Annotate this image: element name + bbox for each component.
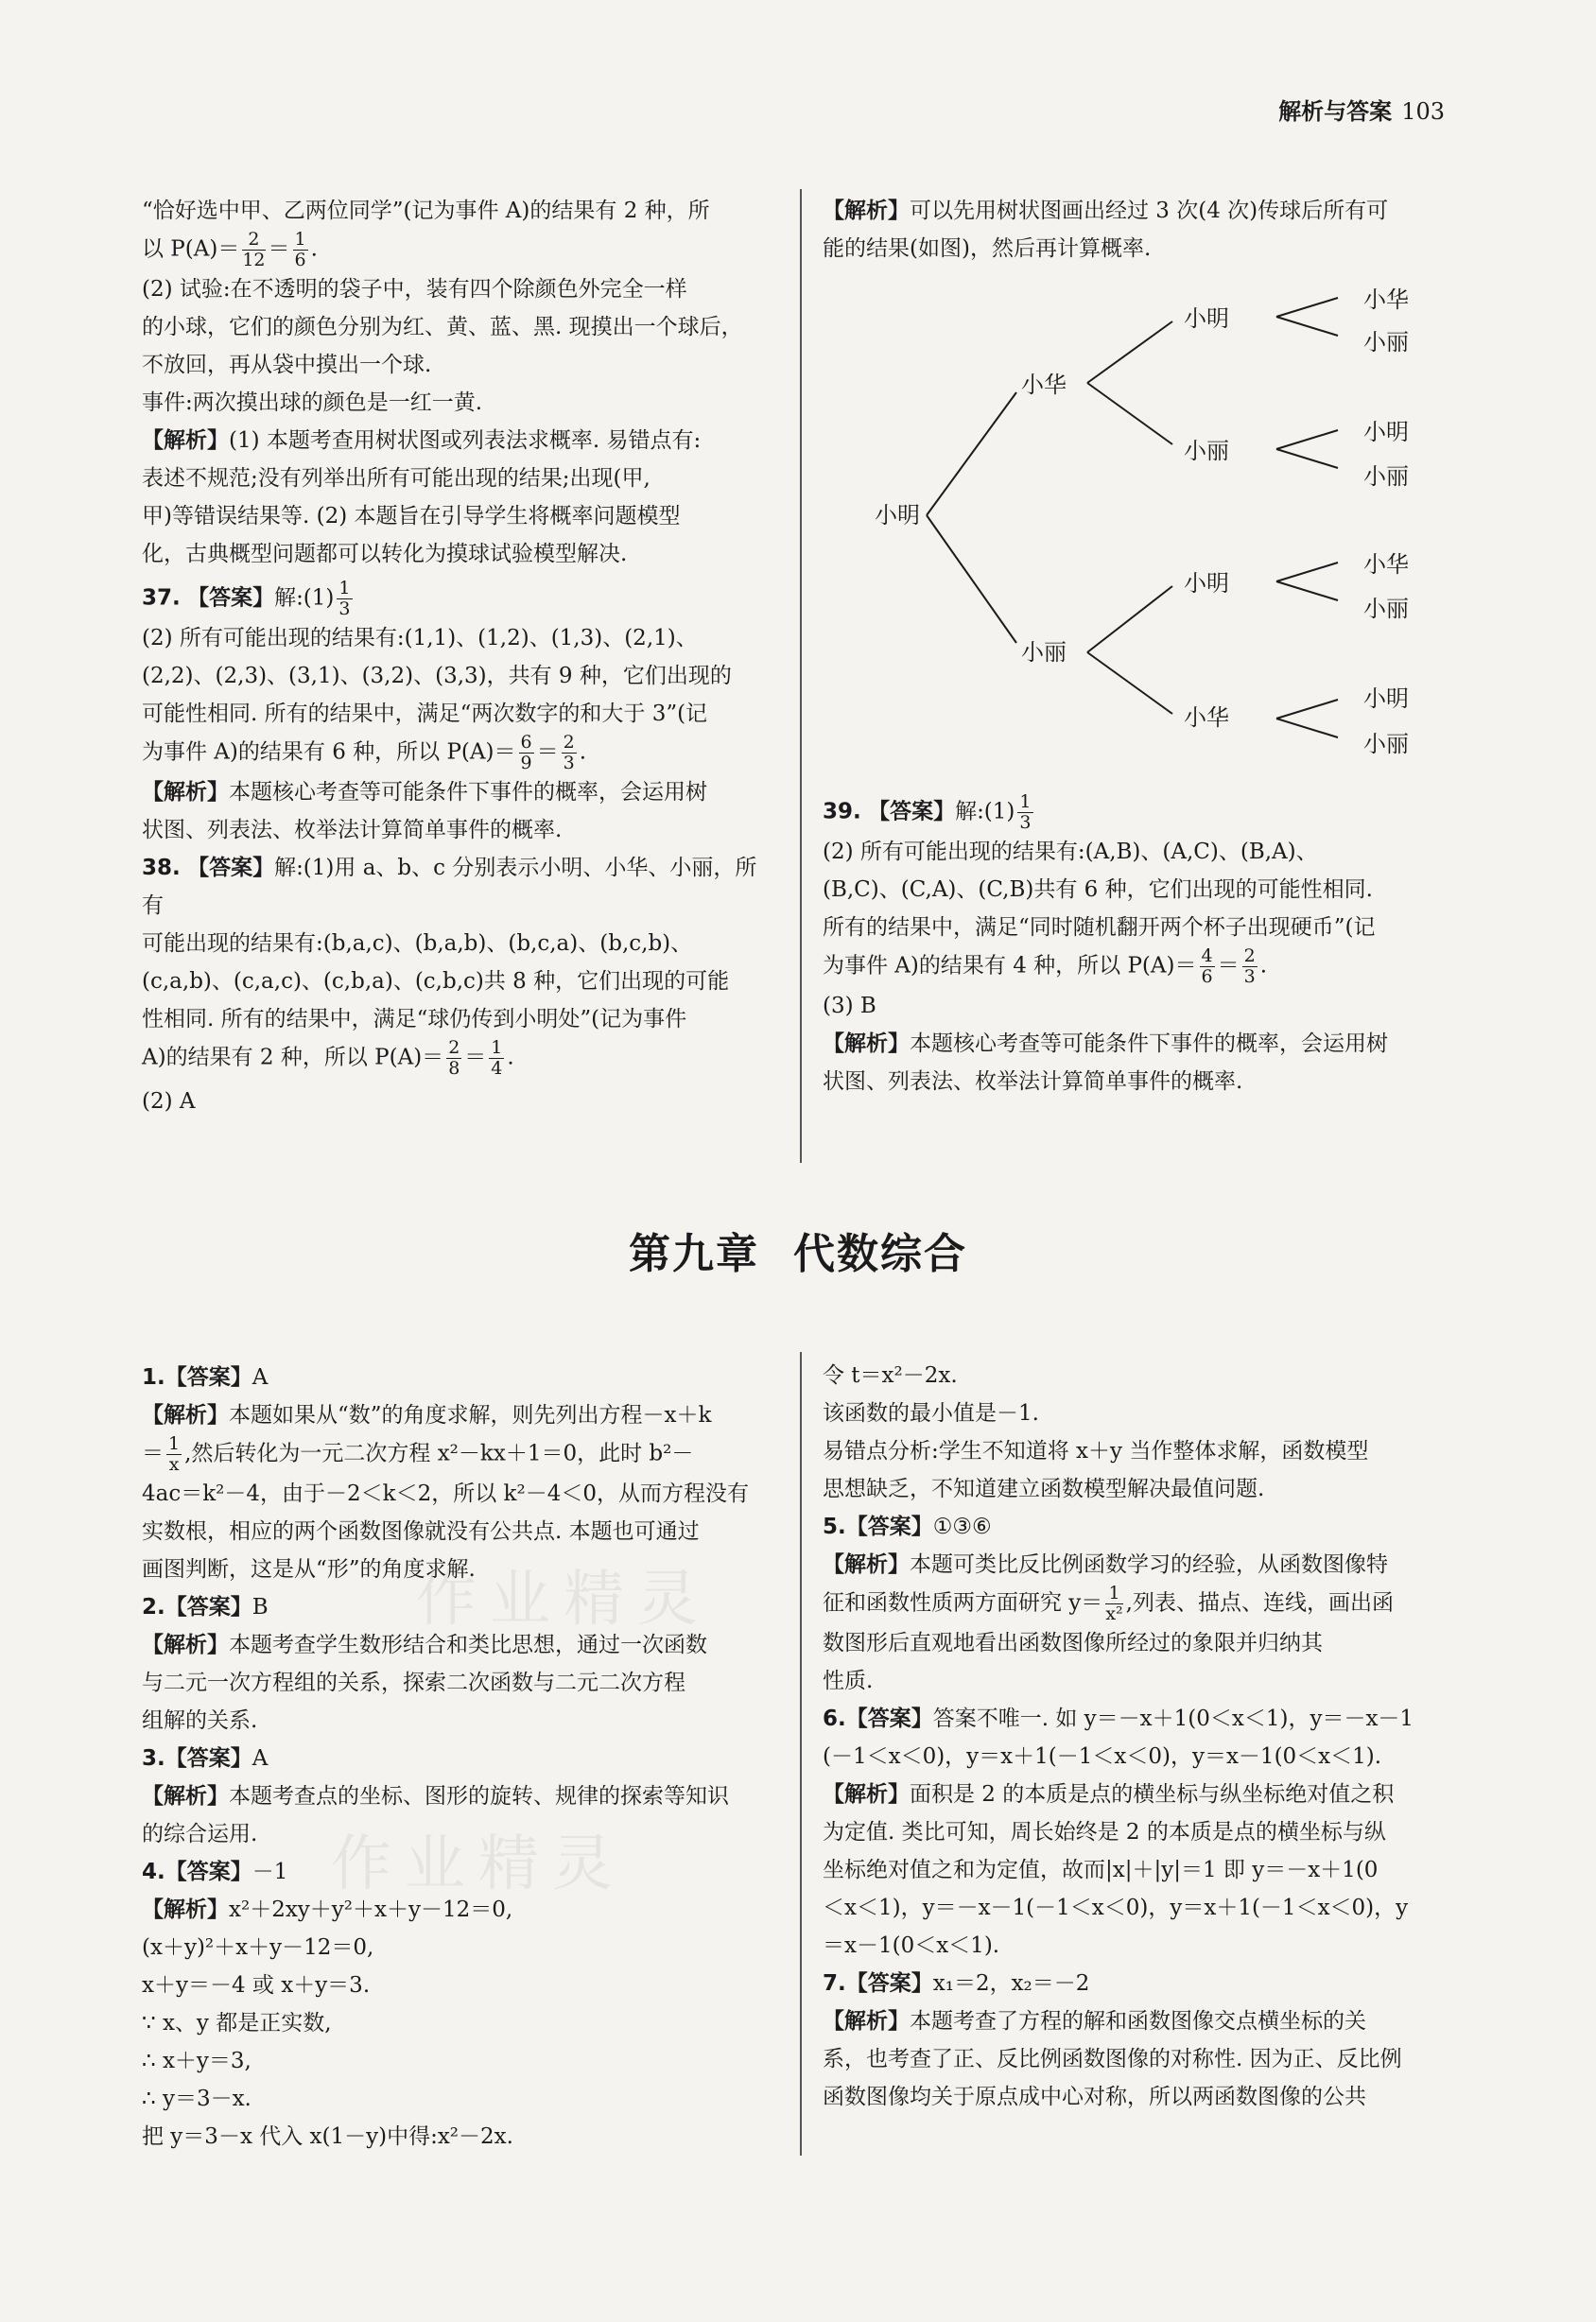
text-line: 【解析】(1) 本题考查用树状图或列表法求概率. 易错点有: — [142, 428, 702, 453]
fraction: $\frac{4}{6}$ — [1201, 945, 1213, 987]
right-column-bottom — [823, 1357, 1466, 2116]
q2-answer: 2.【答案】B — [142, 1595, 269, 1620]
text-line: 所有的结果中，满足“同时随机翻开两个杯子出现硬币”(记 — [823, 915, 1376, 940]
q38-answer: 38. 【答案】解:(1)用 a、b、c 分别表示小明、小华、小丽，所有 — [142, 856, 757, 918]
text-line: 性相同. 所有的结果中，满足“球仍传到小明处”(记为事件 — [142, 1007, 687, 1031]
text-line: 组解的关系. — [142, 1708, 258, 1733]
chapter-number: 第九章 — [629, 1230, 759, 1278]
text-line: 把 y＝3－x 代入 x(1－y)中得:x²－2x. — [142, 2124, 513, 2149]
text-line: ∵ x、y 都是正实数, — [142, 2011, 332, 2036]
tree-leaf: 小丽 — [1363, 463, 1409, 490]
text-line: 令 t＝x²－2x. — [823, 1363, 958, 1388]
q5-answer: 5.【答案】①③⑥ — [823, 1515, 992, 1539]
tree-leaf: 小华 — [1363, 286, 1409, 313]
text-line: 不放回，再从袋中摸出一个球. — [142, 353, 432, 377]
text-line: 画图判断，这是从“形”的角度求解. — [142, 1557, 476, 1582]
fraction: $\frac{2}{3}$ — [1243, 945, 1256, 987]
text-line: 可能出现的结果有:(b,a,c)、(b,a,b)、(b,c,a)、(b,c,b)、 — [142, 931, 693, 956]
tree-leaf: 小丽 — [1363, 596, 1409, 622]
text-line: (－1＜x＜0)，y＝x＋1(－1＜x＜0)，y＝x－1(0＜x＜1). — [823, 1744, 1382, 1769]
q37-answer: 37. 【答案】解:(1) $\frac{1}{3}$ — [142, 578, 351, 619]
analysis-tag: 【解析】 — [142, 1633, 229, 1657]
text-line: “恰好选中甲、乙两位同学”(记为事件 A)的结果有 2 种，所 — [142, 199, 710, 223]
text-line: 的综合运用. — [142, 1822, 258, 1846]
text-line: 【解析】面积是 2 的本质是点的横坐标与纵坐标绝对值之积 — [823, 1782, 1395, 1807]
text-line: (2) 所有可能出现的结果有:(A,B)、(A,C)、(B,A)、 — [823, 840, 1318, 864]
fraction: $\frac{1}{\text{x²}}$ — [1105, 1583, 1123, 1624]
page-number: 103 — [1401, 98, 1445, 125]
text-line: (x＋y)²＋x＋y－12＝0, — [142, 1935, 374, 1960]
text-line: 该函数的最小值是－1. — [823, 1401, 1039, 1426]
page-header — [1278, 93, 1445, 126]
chapter-title — [0, 1220, 1596, 1280]
watermark: 作业精灵 — [331, 1829, 626, 1899]
text-line: 坐标绝对值之和为定值，故而|x|＋|y|＝1 即 y＝－x＋1(0 — [823, 1858, 1379, 1882]
q7-answer: 7.【答案】x₁＝2，x₂＝－2 — [823, 1971, 1090, 1996]
q6-answer: 6.【答案】答案不唯一. 如 y＝－x＋1(0＜x＜1)，y＝－x－1 — [823, 1707, 1414, 1731]
text-line: 能的结果(如图)，然后再计算概率. — [823, 236, 1152, 261]
text-line: 征和函数性质两方面研究 y＝ $\frac{1}{\text{x²}}$ ,列表、描点、连线，画出函 — [823, 1583, 1394, 1624]
tree-leaf: 小华 — [1363, 551, 1409, 578]
text-line: 性质. — [823, 1669, 874, 1693]
probability-tree-diagram — [832, 269, 1437, 780]
text-line: ＝x－1(0＜x＜1). — [823, 1933, 1000, 1958]
text-line: 的小球，它们的颜色分别为红、黄、蓝、黑. 现摸出一个球后， — [142, 315, 743, 339]
tree-leaf: 小丽 — [1363, 731, 1409, 757]
right-column-top — [823, 192, 1466, 268]
tree-leaf: 小明 — [1363, 685, 1409, 712]
tree-node-level1: 小丽 — [1021, 639, 1067, 666]
column-divider — [800, 189, 802, 1163]
analysis-tag: 【解析】 — [142, 1784, 229, 1809]
text-line: 为定值. 类比可知，周长始终是 2 的本质是点的横坐标与纵 — [823, 1820, 1386, 1845]
column-divider — [800, 1352, 802, 2156]
text-line: (c,a,b)、(c,a,c)、(c,b,a)、(c,b,c)共 8 种，它们出现的可能 — [142, 969, 730, 994]
text-line: A)的结果有 2 种，所以 P(A)＝ $\frac{2}{8}$ ＝ $\frac{1}{4}$ . — [142, 1037, 514, 1079]
text-line: (B,C)、(C,A)、(C,B)共有 6 种，它们出现的可能性相同. — [823, 877, 1373, 902]
text-line: 【解析】本题如果从“数”的角度求解，则先列出方程－x＋k — [142, 1403, 712, 1428]
text-line: 【解析】本题考查了方程的解和函数图像交点横坐标的关 — [823, 2009, 1366, 2034]
right-column-q39 — [823, 792, 1466, 1100]
text-line: 事件:两次摸出球的颜色是一红一黄. — [142, 390, 483, 415]
text-line: 系，也考查了正、反比例函数图像的对称性. 因为正、反比例 — [823, 2047, 1402, 2071]
text-line: (2) A — [142, 1089, 196, 1114]
text-line: (2,2)、(2,3)、(3,1)、(3,2)、(3,3)，共有 9 种，它们出现的 — [142, 664, 732, 688]
text-line: 【解析】本题考查学生数形结合和类比思想，通过一次函数 — [142, 1633, 707, 1657]
fraction: $\frac{6}{9}$ — [520, 732, 532, 773]
chapter-name: 代数综合 — [793, 1230, 967, 1278]
header-section: 解析与答案 — [1278, 98, 1393, 125]
text-line: 为事件 A)的结果有 4 种，所以 P(A)＝ $\frac{4}{6}$ ＝ $\frac{2}{3}$ . — [823, 945, 1267, 987]
tree-leaf: 小明 — [1363, 419, 1409, 445]
text-line: 4ac＝k²－4，由于－2＜k＜2，所以 k²－4＜0，从而方程没有 — [142, 1482, 749, 1506]
text-line: 甲)等错误结果等. (2) 本题旨在引导学生将概率问题模型 — [142, 504, 681, 529]
fraction: $\frac{2}{3}$ — [563, 732, 575, 773]
tree-node-level2: 小明 — [1184, 305, 1229, 332]
text-line: ∴ y＝3－x. — [142, 2087, 252, 2111]
text-line: 与二元一次方程组的关系，探索二次函数与二元二次方程 — [142, 1671, 685, 1695]
analysis-tag: 【解析】 — [142, 1897, 229, 1922]
tree-node-root: 小明 — [875, 502, 920, 529]
text-line: 【解析】可以先用树状图画出经过 3 次(4 次)传球后所有可 — [823, 199, 1389, 223]
fraction: $\frac{1}{x}$ — [168, 1433, 181, 1475]
text-line: ＝ $\frac{1}{x}$ ,然后转化为一元二次方程 x²－kx＋1＝0，此时 b²－ — [142, 1433, 694, 1475]
fraction: $\frac{2}{8}$ — [448, 1037, 460, 1079]
text-line: 思想缺乏，不知道建立函数模型解决最值问题. — [823, 1477, 1265, 1501]
tree-node-level2: 小丽 — [1184, 438, 1229, 464]
text-line: 易错点分析:学生不知道将 x＋y 当作整体求解，函数模型 — [823, 1439, 1369, 1464]
analysis-tag: 【解析】 — [142, 1403, 229, 1428]
analysis-tag: 【解析】 — [142, 428, 229, 453]
text-line: ＜x＜1)，y＝－x－1(－1＜x＜0)，y＝x＋1(－1＜x＜0)，y — [823, 1896, 1409, 1920]
analysis-tag: 【解析】 — [823, 1552, 910, 1577]
tree-node-level2: 小华 — [1184, 704, 1229, 731]
text-line: 状图、列表法、枚举法计算简单事件的概率. — [823, 1069, 1243, 1094]
text-line: 表述不规范;没有列举出所有可能出现的结果;出现(甲, — [142, 466, 651, 491]
text-line: (2) 试验:在不透明的袋子中，装有四个除颜色外完全一样 — [142, 277, 687, 302]
text-line: x＋y＝－4 或 x＋y＝3. — [142, 1973, 371, 1998]
text-line: 实数根，相应的两个函数图像就没有公共点. 本题也可通过 — [142, 1519, 700, 1544]
text-line: 【解析】本题考查点的坐标、图形的旋转、规律的探索等知识 — [142, 1784, 729, 1809]
analysis-tag: 【解析】 — [823, 2009, 910, 2034]
text-line: (2) 所有可能出现的结果有:(1,1)、(1,2)、(1,3)、(2,1)、 — [142, 626, 698, 650]
text-line: ∴ x＋y＝3, — [142, 2049, 252, 2073]
text-line: 【解析】本题核心考查等可能条件下事件的概率，会运用树 — [142, 780, 707, 805]
tree-leaf: 小丽 — [1363, 329, 1409, 355]
text-line: (3) B — [823, 994, 876, 1018]
text-line: 数图形后直观地看出函数图像所经过的象限并归纳其 — [823, 1631, 1323, 1655]
text-line: 可能性相同. 所有的结果中，满足“两次数字的和大于 3”(记 — [142, 702, 708, 726]
q4-answer: 4.【答案】－1 — [142, 1860, 288, 1884]
fraction: $\frac{1}{4}$ — [491, 1037, 503, 1079]
text-line: 状图、列表法、枚举法计算简单事件的概率. — [142, 818, 563, 842]
q3-answer: 3.【答案】A — [142, 1746, 269, 1771]
tree-node-level1: 小华 — [1021, 372, 1067, 398]
fraction: $\frac{2}{12}$ — [242, 229, 266, 270]
analysis-tag: 【解析】 — [142, 780, 229, 805]
text-line: 【解析】本题核心考查等可能条件下事件的概率，会运用树 — [823, 1031, 1388, 1056]
q1-answer: 1.【答案】A — [142, 1365, 269, 1390]
text-line: 【解析】x²＋2xy＋y²＋x＋y－12＝0, — [142, 1897, 513, 1922]
text-line: 化，古典概型问题都可以转化为摸球试验模型解决. — [142, 542, 628, 566]
tree-branches — [927, 298, 1338, 737]
left-column-top — [142, 192, 777, 1120]
fraction: $\frac{1}{3}$ — [338, 578, 351, 619]
text-line: 为事件 A)的结果有 6 种，所以 P(A)＝ $\frac{6}{9}$ ＝ $\frac{2}{3}$ . — [142, 732, 586, 773]
fraction: $\frac{1}{3}$ — [1019, 791, 1032, 833]
fraction: $\frac{1}{6}$ — [294, 229, 306, 270]
text-line: 以 P(A)＝ $\frac{2}{12}$ ＝ $\frac{1}{6}$ . — [142, 229, 318, 270]
tree-node-level2: 小明 — [1184, 570, 1229, 597]
q39-answer: 39. 【答案】解:(1) $\frac{1}{3}$ — [823, 791, 1032, 833]
left-column-bottom — [142, 1359, 777, 2156]
analysis-tag: 【解析】 — [823, 199, 910, 223]
text-line: 【解析】本题可类比反比例函数学习的经验，从函数图像特 — [823, 1552, 1388, 1577]
watermark: 作业精灵 — [416, 1565, 711, 1635]
text-line: 函数图像均关于原点成中心对称，所以两函数图像的公共 — [823, 2085, 1366, 2109]
analysis-tag: 【解析】 — [823, 1031, 910, 1056]
analysis-tag: 【解析】 — [823, 1782, 910, 1807]
